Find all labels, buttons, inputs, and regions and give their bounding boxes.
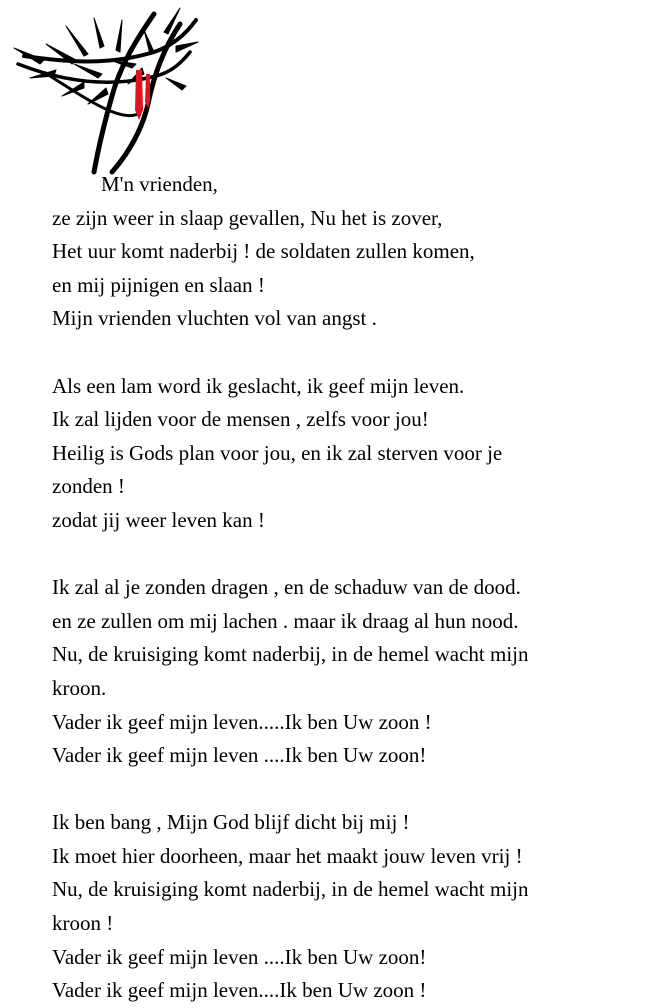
poem-line: Nu, de kruisiging komt naderbij, in de hemel wacht mijn bbox=[52, 642, 529, 667]
poem bbox=[52, 168, 652, 1008]
poem-line: Heilig is Gods plan voor jou, en ik zal sterven voor je bbox=[52, 440, 503, 465]
stanza-gap bbox=[52, 773, 652, 807]
crown-of-thorns-icon bbox=[4, 4, 200, 190]
poem-line: kroon. bbox=[52, 675, 107, 700]
stanza bbox=[52, 168, 652, 336]
poem-line: Ik ben bang , Mijn God blijf dicht bij mij ! bbox=[52, 810, 410, 835]
poem-line: ze zijn weer in slaap gevallen, Nu het is zover, bbox=[52, 205, 443, 230]
poem-line: Vader ik geef mijn leven ....Ik ben Uw zoon! bbox=[52, 743, 427, 768]
poem-line: Ik zal lijden voor de mensen , zelfs voor jou! bbox=[52, 407, 429, 432]
poem-line: Vader ik geef mijn leven.....Ik ben Uw zoon ! bbox=[52, 709, 432, 734]
poem-line: M'n vrienden, bbox=[101, 172, 218, 196]
stanza bbox=[52, 571, 652, 773]
poem-line: zodat jij weer leven kan ! bbox=[52, 507, 265, 532]
poem-line: Vader ik geef mijn leven....Ik ben Uw zoon ! bbox=[52, 978, 427, 1003]
poem-line: en ze zullen om mij lachen . maar ik draag al hun nood. bbox=[52, 608, 519, 633]
poem-line: Ik zal al je zonden dragen , en de schaduw van de dood. bbox=[52, 575, 521, 600]
poem-line: Ik moet hier doorheen, maar het maakt jouw leven vrij ! bbox=[52, 843, 523, 868]
stanza-gap bbox=[52, 538, 652, 572]
poem-line: kroon ! bbox=[52, 911, 114, 936]
stanza bbox=[52, 806, 652, 1008]
stanza bbox=[52, 370, 652, 538]
poem-line: Mijn vrienden vluchten vol van angst . bbox=[52, 306, 377, 331]
poem-line: zonden ! bbox=[52, 474, 125, 499]
poem-line: Het uur komt naderbij ! de soldaten zullen komen, bbox=[52, 239, 475, 264]
poem-line: en mij pijnigen en slaan ! bbox=[52, 272, 265, 297]
poem-line: Als een lam word ik geslacht, ik geef mijn leven. bbox=[52, 373, 465, 398]
poem-line: Nu, de kruisiging komt naderbij, in de hemel wacht mijn bbox=[52, 877, 529, 902]
stanza-gap bbox=[52, 336, 652, 370]
poem-line: Vader ik geef mijn leven ....Ik ben Uw zoon! bbox=[52, 944, 427, 969]
